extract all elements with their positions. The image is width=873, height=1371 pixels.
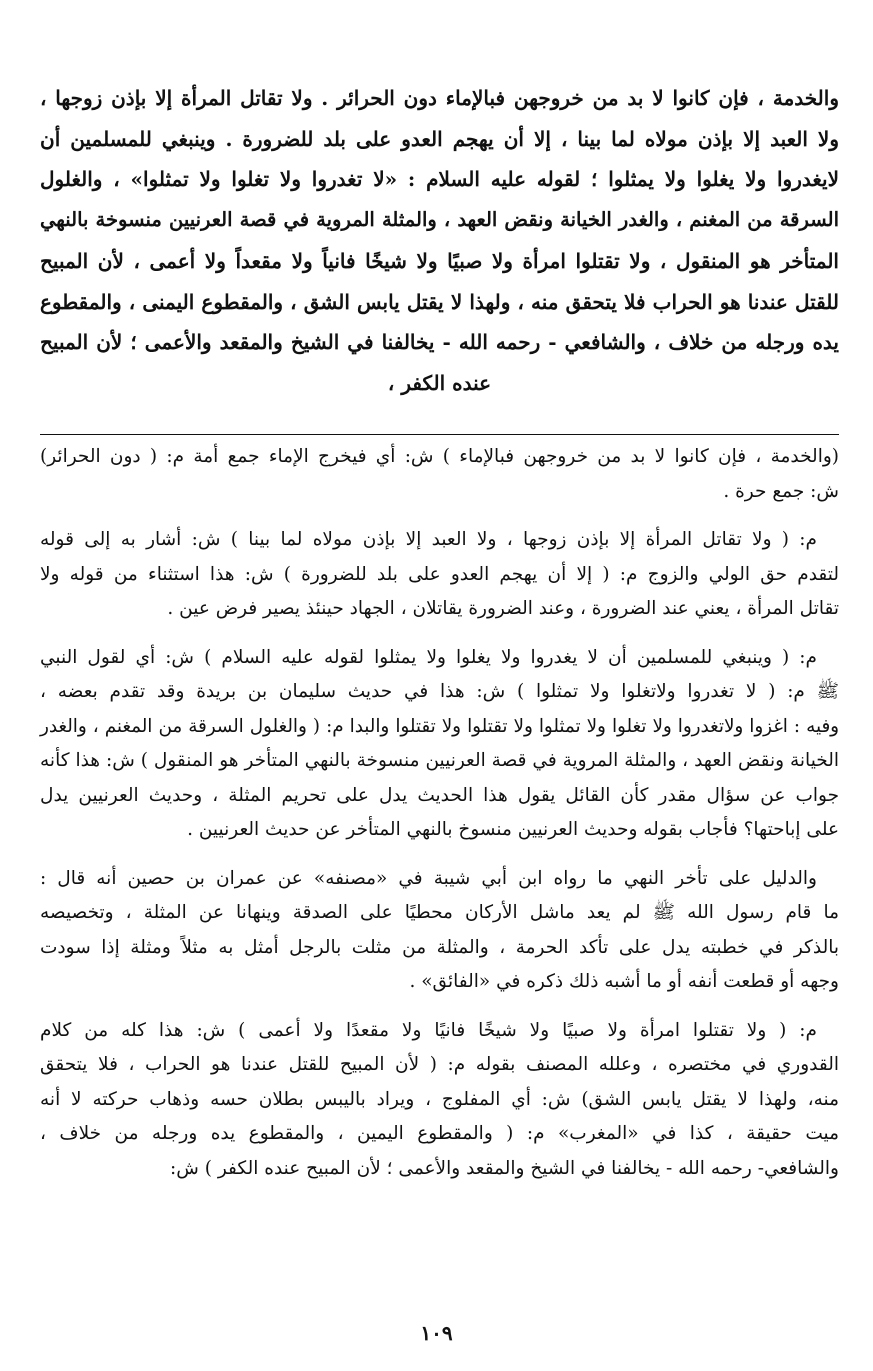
commentary-line: م: ( ولا تقاتل المرأة إلا بإذن زوجها ، ولا العبد إلا بإذن مولاه لما بينا ) ش: أشار به إلى قوله xyxy=(40,529,817,550)
commentary-paragraph xyxy=(40,862,839,1000)
commentary-line: منه، ولهذا لا يقتل يابس الشق) ش: أي المفلوج ، ويراد باليبس بطلان حسه وذهاب حركته لا أنه xyxy=(40,1088,839,1110)
commentary-paragraph xyxy=(40,440,839,509)
commentary-line: والدليل على تأخر النهي ما رواه ابن أبي شيبة في «مصنفه» عن عمران بن حصين أنه قال : xyxy=(40,867,817,889)
commentary-line: وفيه : اغزوا ولاتغدروا ولا تغلوا ولا تمثلوا ولا تقتلوا ولا تقتلوا والبدا م: ( والغلول السرقة من المغنم ، والغدر xyxy=(40,715,839,737)
commentary-line: الخيانة ونقض العهد ، والمثلة المروية في قصة العرنيين منسوخة بالنهي المتأخر هو المنقول ) ش: هذا كأنه xyxy=(40,750,839,771)
divider-line xyxy=(40,434,839,435)
main-text xyxy=(40,78,839,404)
commentary-line: جواب عن سؤال مقدر كأن القائل يقول هذا الحديث يدل على تحريم المثلة ، وحديث العرنيين يدل xyxy=(40,784,839,806)
main-text-line: لايغدروا ولا يغلوا ولا يمثلوا ؛ لقوله عليه السلام : «لا تغدروا ولا تغلوا ولا تمثلوا» ، والغلول xyxy=(40,167,839,192)
commentary xyxy=(40,440,839,1200)
main-text-line: السرقة من المغنم ، والغدر الخيانة ونقض العهد ، والمثلة المروية في قصة العرنيين منسوخة بالنهي xyxy=(40,208,839,232)
commentary-line: تقاتل المرأة ، يعني عند الضرورة ، وعند الضرورة يقاتلان ، الجهاد حينئذ يصير فرض عين . xyxy=(167,598,839,619)
commentary-line: ﷺ م: ( لا تغدروا ولاتغلوا ولا تمثلوا ) ش: هذا في حديث سليمان بن بريدة وقد تقدم بعضه ، xyxy=(40,681,839,702)
main-text-line: عنده الكفر ، xyxy=(387,370,492,395)
commentary-line: م: ( ولا تقتلوا امرأة ولا صبيًا ولا شيخًا فانيًا ولا مقعدًا ولا أعمى ) ش: هذا كله من كلام xyxy=(40,1019,817,1041)
commentary-line: ميت حقيقة ، كذا في «المغرب» م: ( والمقطوع اليمين ، والمقطوع يده ورجله من خلاف ، xyxy=(40,1123,839,1144)
main-text-line: والخدمة ، فإن كانوا لا بد من خروجهن فبالإماء دون الحرائر . ولا تقاتل المرأة إلا بإذن زوجها ، xyxy=(40,86,839,110)
main-text-line: ولا العبد إلا بإذن مولاه لما بينا ، إلا أن يهجم العدو على بلد للضرورة . وينبغي للمسلمين أن xyxy=(40,126,839,151)
commentary-paragraph xyxy=(40,1014,839,1187)
commentary-line: والشافعي- رحمه الله - يخالفنا في الشيخ والمقعد والأعمى ؛ لأن المبيح عنده الكفر ) ش: xyxy=(170,1157,839,1179)
commentary-line: وجهه أو قطعت أنفه أو ما أشبه ذلك ذكره في «الفائق» . xyxy=(409,971,839,992)
commentary-line: (والخدمة ، فإن كانوا لا بد من خروجهن فبالإماء ) ش: أي فيخرج الإماء جمع أمة م: ( دون الحرائر) xyxy=(40,446,839,467)
commentary-line: على إباحتها؟ فأجاب بقوله وحديث العرنيين منسوخ بالنهي المتأخر عن حديث العرنيين . xyxy=(187,819,839,840)
commentary-line: لتقدم حق الولي والزوج م: ( إلا أن يهجم العدو على بلد للضرورة ) ش: هذا استثناء من قوله ولا xyxy=(40,563,839,585)
commentary-line: م: ( وينبغي للمسلمين أن لا يغدروا ولا يغلوا ولا يمثلوا لقوله عليه السلام ) ش: أي لقول النبي xyxy=(40,646,817,668)
commentary-paragraph xyxy=(40,641,839,848)
commentary-line: القدوري في مختصره ، وعلله المصنف بقوله م: ( لأن المبيح للقتل عندنا هو الحراب ، فلا يتحقق xyxy=(40,1054,839,1075)
main-text-line: المتأخر هو المنقول ، ولا تقتلوا امرأة ولا صبيًا ولا شيخًا فانياً ولا مقعداً ولا أعمى ، لأن المبيح xyxy=(40,248,839,273)
page-number: ١٠٩ xyxy=(420,1321,453,1345)
commentary-line: ما قام رسول الله ﷺ لم يعد ماشل الأركان محطيًا على الصدقة وينهانا عن المثلة ، وتخصيصه xyxy=(40,902,839,923)
commentary-line: بالذكر في خطبته يدل على تأكد الحرمة ، والمثلة من مثلت بالرجل أمثل به مثلاً ومثلة إذا سودت xyxy=(40,936,839,958)
main-text-line: للقتل عندنا هو الحراب فلا يتحقق منه ، ولهذا لا يقتل يابس الشق ، والمقطوع اليمنى ، والمقطوع xyxy=(40,289,839,314)
commentary-line: ش: جمع حرة . xyxy=(723,480,839,502)
commentary-paragraph xyxy=(40,523,839,627)
main-text-line: يده ورجله من خلاف ، والشافعي - رحمه الله - يخالفنا في الشيخ والمقعد والأعمى ؛ لأن المبيح xyxy=(40,330,839,355)
